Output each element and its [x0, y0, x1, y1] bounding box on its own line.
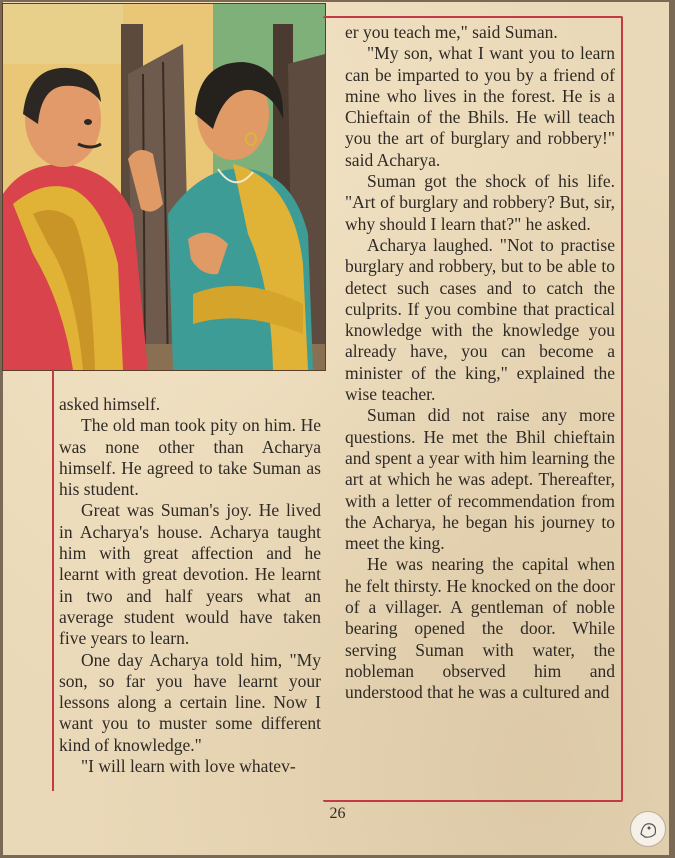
text-column-right [345, 22, 615, 704]
paragraph: Suman did not raise any more questions. He met the Bhil chieftain and spent a year with him learning the art at which he was adept. Thereafter, with a letter of recommendation from the Acharya, he began his journey to meet the king. [345, 405, 615, 554]
story-illustration [2, 3, 326, 371]
paragraph: The old man took pity on him. He was none other than Acharya himself. He agreed to take Suman as his student. [59, 415, 321, 500]
paragraph: Acharya laughed. "Not to practise burglary and robbery, but to be able to detect such cases and to catch the culprits. If you combine that practical knowledge with the knowledge you already have, you can become a minister of the king," explained the wise teacher. [345, 234, 615, 405]
paragraph: er you teach me," said Suman. [345, 22, 558, 42]
page-number: 26 [329, 805, 346, 822]
paragraph: asked himself. [59, 394, 161, 414]
paragraph: One day Acharya told him, "My son, so far you have learnt your lessons along a certain line. Now I want you to muster some different kind of knowledge." [59, 649, 321, 755]
paragraph: Suman got the shock of his life. "Art of burglary and robbery? But, sir, why should I learn that?" he asked. [345, 171, 615, 234]
paragraph: "My son, what I want you to learn can be imparted to you by a friend of mine who lives in the forest. He is a Chieftain of the Bhils. He will teach you the art of burglary and robbery!" said Acharya. [345, 43, 615, 170]
paragraph: Great was Suman's joy. He lived in Acharya's house. Acharya taught him with great affection and he learnt with great devotion. He learnt in two and half years what an average student would have taken five years to learn. [59, 500, 321, 649]
two-figures-at-doorway-illustration [3, 4, 325, 370]
page-border-left [52, 369, 54, 791]
paragraph: He was nearing the capital when he felt thirsty. He knocked on the door of a villager. A gentleman of noble bearing opened the door. While serving Suman with water, the nobleman observed him and understood that he was a cultured and [345, 554, 615, 703]
text-column-left [59, 394, 321, 777]
watermark-icon [630, 811, 666, 847]
paragraph: "I will learn with love whatev- [81, 756, 296, 777]
